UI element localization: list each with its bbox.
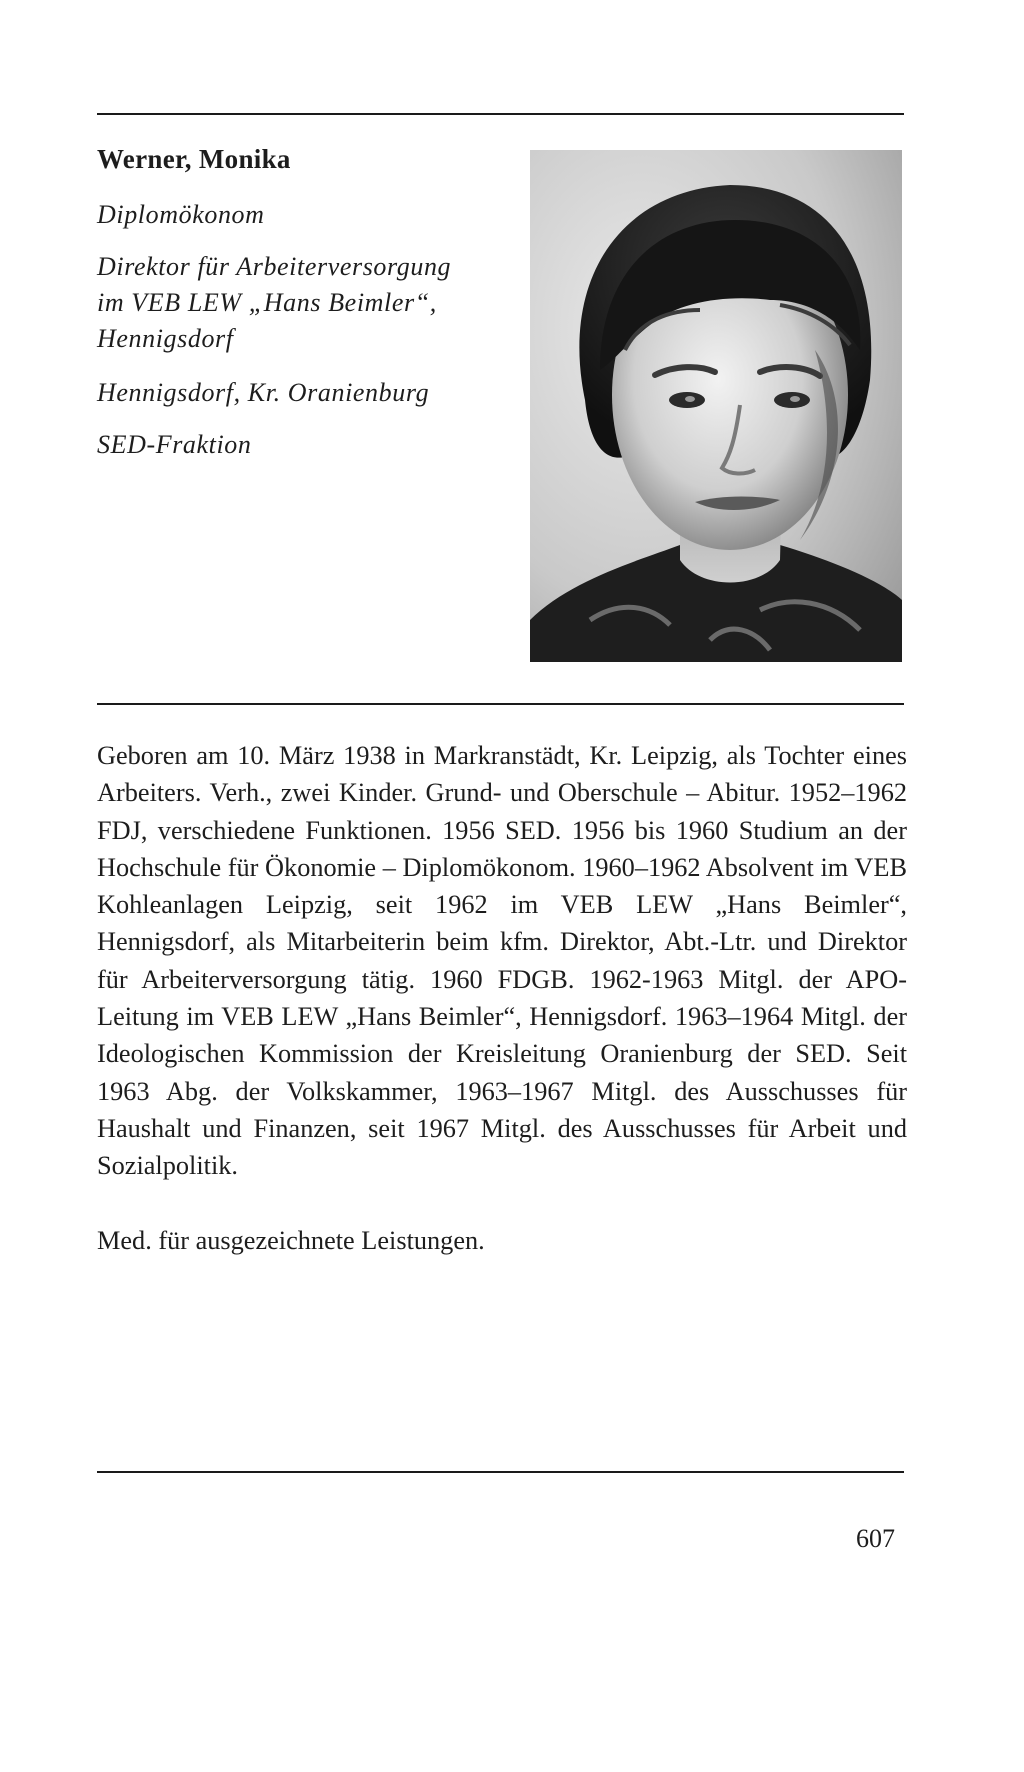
honors-text: Med. für ausgezeichnete Leistungen.: [97, 1226, 485, 1255]
top-divider: [97, 113, 904, 115]
person-name: Werner, Monika: [97, 144, 291, 174]
biography-text: Geboren am 10. März 1938 in Markranstädt, Kr. Leipzig, als Tochter eines Arbeiters. Verh., zwei Kinder. Grund- und Oberschule – Abitur. 1952–1962 FDJ, verschiedene Funktionen. 1956 SED. 1956 bis 1960 Studium an der Hochschule für Ökonomie – Diplomökonom. 1960–1962 Absolvent im VEB Kohleanlagen Leipzig, seit 1962 im VEB LEW „Hans Beimler“, Hennigsdorf, als Mitarbeiterin beim kfm. Direktor, Abt.-Ltr. und Direktor für Arbeiterversorgung tätig. 1960 FDGB. 1962-1963 Mitgl. der APO-Leitung im VEB LEW „Hans Beimler“, Hennigsdorf. 1963–1964 Mitgl. der Ideologischen Kommission der Kreisleitung Oranienburg der SED. Seit 1963 Abg. der Volkskammer, 1963–1967 Mitgl. des Ausschusses für Haushalt und Finanzen, seit 1967 Mitgl. des Ausschusses für Arbeit und Sozialpolitik.: [97, 741, 907, 1181]
position-line-1: Direktor für Arbeiterversorgung: [97, 252, 452, 281]
faction: SED-Fraktion: [97, 430, 252, 459]
bottom-divider: [97, 1471, 904, 1473]
page-number: 607: [856, 1524, 895, 1553]
position-line-2: im VEB LEW „Hans Beimler“,: [97, 288, 437, 317]
residence: Hennigsdorf, Kr. Oranienburg: [97, 378, 430, 407]
position-line-3: Hennigsdorf: [97, 324, 234, 353]
portrait-photo: [530, 150, 902, 662]
middle-divider: [97, 703, 904, 705]
profession: Diplomökonom: [97, 200, 265, 229]
